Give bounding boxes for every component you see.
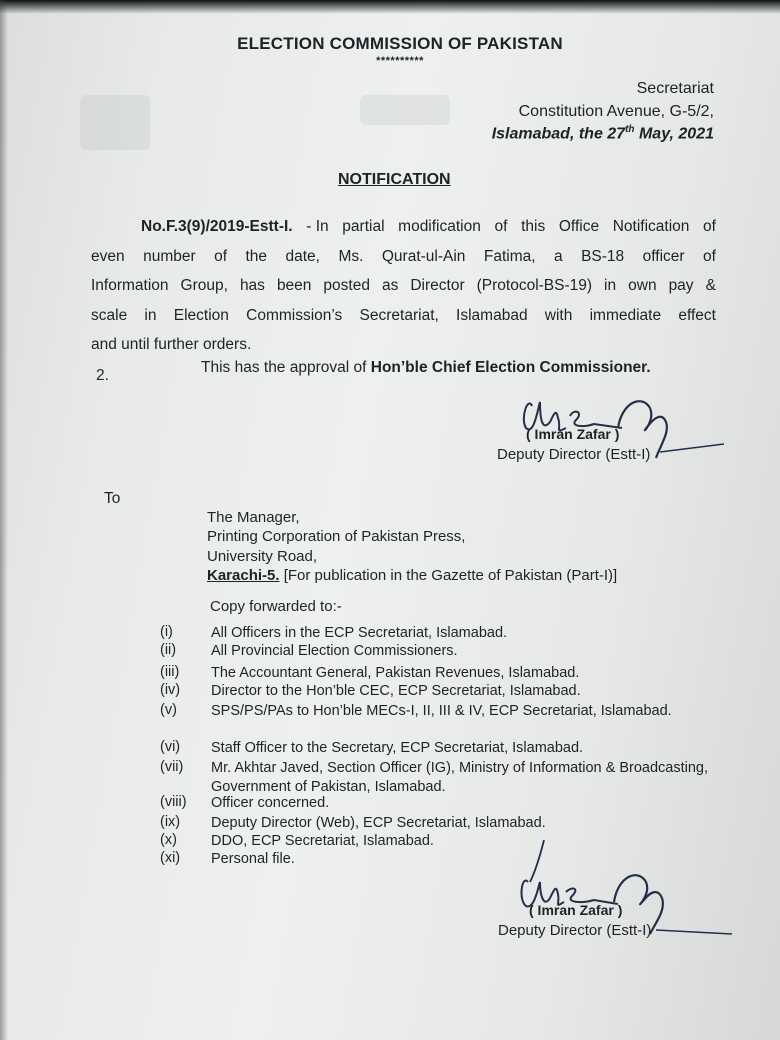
signatory-name-1: ( Imran Zafar ) xyxy=(526,426,620,442)
paragraph-1 xyxy=(91,212,716,360)
list-item: DDO, ECP Secretariat, Islamabad. xyxy=(211,833,434,849)
addressee-line: The Manager, xyxy=(207,509,300,526)
list-number: (xi) xyxy=(160,850,181,866)
list-number: (i) xyxy=(160,624,173,640)
list-item: SPS/PS/PAs to Hon’ble MECs-I, II, III & IV, ECP Secretariat, Islamabad. xyxy=(211,703,672,719)
list-item: Staff Officer to the Secretary, ECP Secretariat, Islamabad. xyxy=(211,740,584,756)
reference-number: No.F.3(9)/2019-Estt-I. xyxy=(141,218,293,235)
to-label: To xyxy=(104,490,121,507)
bleed-through-mark xyxy=(80,95,150,150)
list-item: All Officers in the ECP Secretariat, Islamabad. xyxy=(211,625,508,641)
signatory-name-2: ( Imran Zafar ) xyxy=(529,902,623,918)
paragraph-line: scale in Election Commission’s Secretariat, Islamabad with immediate effect xyxy=(91,306,716,324)
paragraph-line: and until further orders. xyxy=(91,336,252,354)
list-number: (vii) xyxy=(160,759,184,775)
signatory-title-2: Deputy Director (Estt-I) xyxy=(498,922,652,939)
address-line-2: Constitution Avenue, G-5/2, xyxy=(518,103,714,120)
list-number: (ii) xyxy=(160,642,177,658)
paragraph-line: No.F.3(9)/2019-Estt-I. - In partial modification of this Office Notification of xyxy=(91,212,716,242)
paragraph-2: This has the approval of Hon’ble Chief Election Commissioner. xyxy=(201,359,651,376)
list-item: All Provincial Election Commissioners. xyxy=(211,643,458,659)
left-edge-shadow xyxy=(0,0,8,1040)
copy-forwarded-label: Copy forwarded to:- xyxy=(210,598,342,615)
top-edge-shadow xyxy=(0,0,780,14)
list-number: (vi) xyxy=(160,739,181,755)
addressee-line: Printing Corporation of Pakistan Press, xyxy=(207,528,466,546)
list-number: (v) xyxy=(160,702,177,718)
list-item: Personal file. xyxy=(211,851,295,867)
paragraph-2-number: 2. xyxy=(96,367,109,384)
list-item: Officer concerned. xyxy=(211,795,330,811)
document-date: Islamabad, the 27th May, 2021 xyxy=(491,124,714,143)
addressee-line: University Road, xyxy=(207,547,318,565)
paragraph-line: even number of the date, Ms. Qurat-ul-Ain Fatima, a BS-18 officer of xyxy=(91,247,716,265)
addressee-city-line: Karachi-5. [For publication in the Gazette of Pakistan (Part-I)] xyxy=(207,567,618,585)
address-line-1: Secretariat xyxy=(636,80,714,97)
list-number: (iii) xyxy=(160,664,180,680)
organization-title: ELECTION COMMISSION OF PAKISTAN xyxy=(237,34,563,53)
list-number: (viii) xyxy=(160,794,187,810)
notification-heading: NOTIFICATION xyxy=(338,171,451,188)
list-item: Deputy Director (Web), ECP Secretariat, Islamabad. xyxy=(211,815,546,831)
bleed-through-mark xyxy=(360,95,450,125)
list-number: (ix) xyxy=(160,814,181,830)
paragraph-line: Information Group, has been posted as Director (Protocol-BS-19) in own pay & xyxy=(91,277,716,295)
list-number: (iv) xyxy=(160,682,181,698)
list-item: Director to the Hon’ble CEC, ECP Secretariat, Islamabad. xyxy=(211,683,581,699)
list-number: (x) xyxy=(160,832,177,848)
header-ornament: ********** xyxy=(376,55,424,67)
list-item: The Accountant General, Pakistan Revenues, Islamabad. xyxy=(211,665,580,681)
list-item: Mr. Akhtar Javed, Section Officer (IG), Ministry of Information & Broadcasting, Government of Pakistan, Islamabad. xyxy=(211,760,708,795)
addressee-block xyxy=(207,508,617,586)
signatory-title-1: Deputy Director (Estt-I) xyxy=(497,446,651,463)
